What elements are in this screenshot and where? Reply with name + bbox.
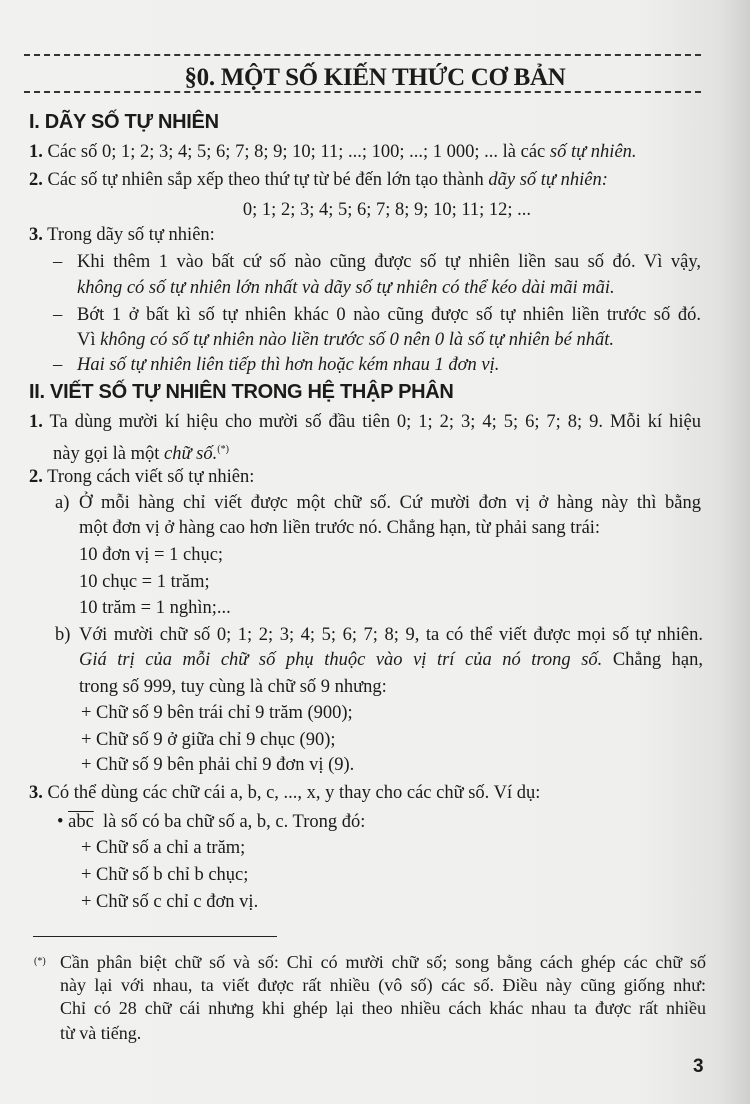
- footnote-line: Cần phân biệt chữ số và số: Chỉ có mười chữ số; song bằng cách ghép các chữ số: [60, 952, 706, 972]
- equation: 10 chục = 1 trăm;: [79, 572, 210, 592]
- natural-sequence: 0; 1; 2; 3; 4; 5; 6; 7; 8; 9; 10; 11; 12; ...: [242, 200, 532, 220]
- paragraph-1-3: [29, 222, 215, 248]
- footnote-line: từ và tiếng.: [60, 1023, 142, 1043]
- footnote-mark: (*): [34, 956, 46, 967]
- bullet-3-line-1: [77, 352, 499, 378]
- section-heading-1: I. DÃY SỐ TỰ NHIÊN: [29, 111, 219, 133]
- text: này gọi là một: [53, 444, 160, 465]
- text: Ta dùng mười kí hiệu cho mười số đầu tiên 0; 1; 2; 3; 4; 5; 6; 7; 8; 9. Mỗi kí hiệu: [49, 412, 701, 432]
- emphasis: dãy số tự nhiên:: [488, 170, 608, 190]
- bullet-2-line-2: [77, 327, 614, 353]
- bullet-abc: [57, 809, 365, 835]
- paragraph-2-1-line-2: [53, 437, 229, 463]
- item-number: 1.: [29, 412, 43, 432]
- item-number: 3.: [29, 225, 43, 245]
- text: Trong cách viết số tự nhiên:: [47, 467, 255, 487]
- sub-b-line-3: trong số 999, tuy cùng là chữ số 9 nhưng:: [79, 677, 387, 697]
- emphasis: số tự nhiên.: [549, 142, 637, 162]
- text: Các số 0; 1; 2; 3; 4; 5; 6; 7; 8; 9; 10; 11; ...; 100; ...; 1 000; ... là các: [47, 142, 546, 162]
- dash: –: [53, 252, 63, 272]
- list-item: + Chữ số 9 bên phải chỉ 9 đơn vị (9).: [81, 755, 355, 775]
- sub-a-line-1: Ở mỗi hàng chỉ viết được một chữ số. Cứ mười đơn vị ở hàng này thì bằng: [79, 493, 701, 513]
- bullet-1-line-2: [77, 275, 615, 301]
- sub-b-line-2: [79, 647, 703, 673]
- paragraph-2-3: [29, 780, 540, 806]
- text: Chẳng hạn,: [612, 650, 703, 670]
- sub-b-line-1: Với mười chữ số 0; 1; 2; 3; 4; 5; 6; 7; 8; 9, ta có thể viết được mọi số tự nhiên.: [79, 625, 703, 645]
- emphasis: Hai số tự nhiên liên tiếp thì hơn hoặc kém nhau 1 đơn vị.: [77, 355, 500, 375]
- paragraph-2-1-line-1: [29, 409, 701, 435]
- item-number: 2.: [29, 467, 43, 487]
- bullet-1-line-1: Khi thêm 1 vào bất cứ số nào cũng được số tự nhiên liền sau số đó. Vì vậy,: [77, 252, 701, 272]
- page-title: §0. MỘT SỐ KIẾN THỨC CƠ BẢN: [184, 64, 566, 91]
- list-item: + Chữ số a chỉ a trăm;: [81, 838, 246, 858]
- item-number: 1.: [29, 142, 43, 162]
- footnote-line: này lại với nhau, ta viết được rất nhiều (vô số) các số. Điều này cũng giống như:: [60, 975, 706, 995]
- paragraph-1-2: [29, 167, 608, 193]
- list-item: + Chữ số c chỉ c đơn vị.: [81, 892, 259, 912]
- emphasis: không có số tự nhiên nào liền trước số 0 nên 0 là số tự nhiên bé nhất.: [100, 330, 615, 350]
- page-number: 3: [693, 1056, 704, 1077]
- item-number: 2.: [29, 170, 43, 190]
- equation: 10 trăm = 1 nghìn;...: [79, 598, 231, 618]
- equation: 10 đơn vị = 1 chục;: [79, 545, 224, 565]
- title-rule-top: [24, 54, 701, 56]
- text: Trong dãy số tự nhiên:: [47, 225, 215, 245]
- text: là số có ba chữ số a, b, c. Trong đó:: [103, 812, 366, 832]
- footnote-rule: [33, 936, 277, 937]
- item-number: 3.: [29, 783, 43, 803]
- emphasis: chữ số.: [163, 444, 218, 465]
- footnote-line: Chỉ có 28 chữ cái nhưng khi ghép lại theo nhiều cách khác nhau ta được rất nhiều: [60, 998, 706, 1018]
- list-item: + Chữ số b chỉ b chục;: [81, 865, 249, 885]
- section-heading-2: II. VIẾT SỐ TỰ NHIÊN TRONG HỆ THẬP PHÂN: [29, 381, 454, 403]
- sub-a-line-2: một đơn vị ở hàng cao hơn liền trước nó. Chẳng hạn, từ phải sang trái:: [79, 518, 601, 538]
- sub-label-b: b): [55, 625, 71, 645]
- text: Các số tự nhiên sắp xếp theo thứ tự từ bé đến lớn tạo thành: [47, 170, 484, 190]
- text: Có thể dùng các chữ cái a, b, c, ..., x, y thay cho các chữ số. Ví dụ:: [47, 783, 541, 803]
- list-item: + Chữ số 9 bên trái chỉ 9 trăm (900);: [81, 703, 353, 723]
- paragraph-1-1: [29, 139, 637, 165]
- emphasis: không có số tự nhiên lớn nhất và dãy số tự nhiên có thể kéo dài mãi mãi.: [77, 278, 615, 298]
- bullet-dot: •: [57, 812, 64, 832]
- sub-label-a: a): [55, 493, 70, 513]
- dash: –: [53, 355, 63, 375]
- emphasis: Giá trị của mỗi chữ số phụ thuộc vào vị trí của nó trong số.: [79, 650, 603, 670]
- title-rule-bottom: [24, 91, 701, 93]
- overlined-abc: $\overline{abc}$: [68, 812, 94, 832]
- list-item: + Chữ số 9 ở giữa chỉ 9 chục (90);: [81, 730, 336, 750]
- bullet-2-line-1: Bớt 1 ở bất kì số tự nhiên khác 0 nào cũng được số tự nhiên liền trước số đó.: [77, 305, 701, 325]
- dash: –: [53, 305, 63, 325]
- footnote-mark: (*): [217, 444, 229, 455]
- paragraph-2-2: [29, 464, 254, 490]
- text: Vì: [77, 330, 96, 350]
